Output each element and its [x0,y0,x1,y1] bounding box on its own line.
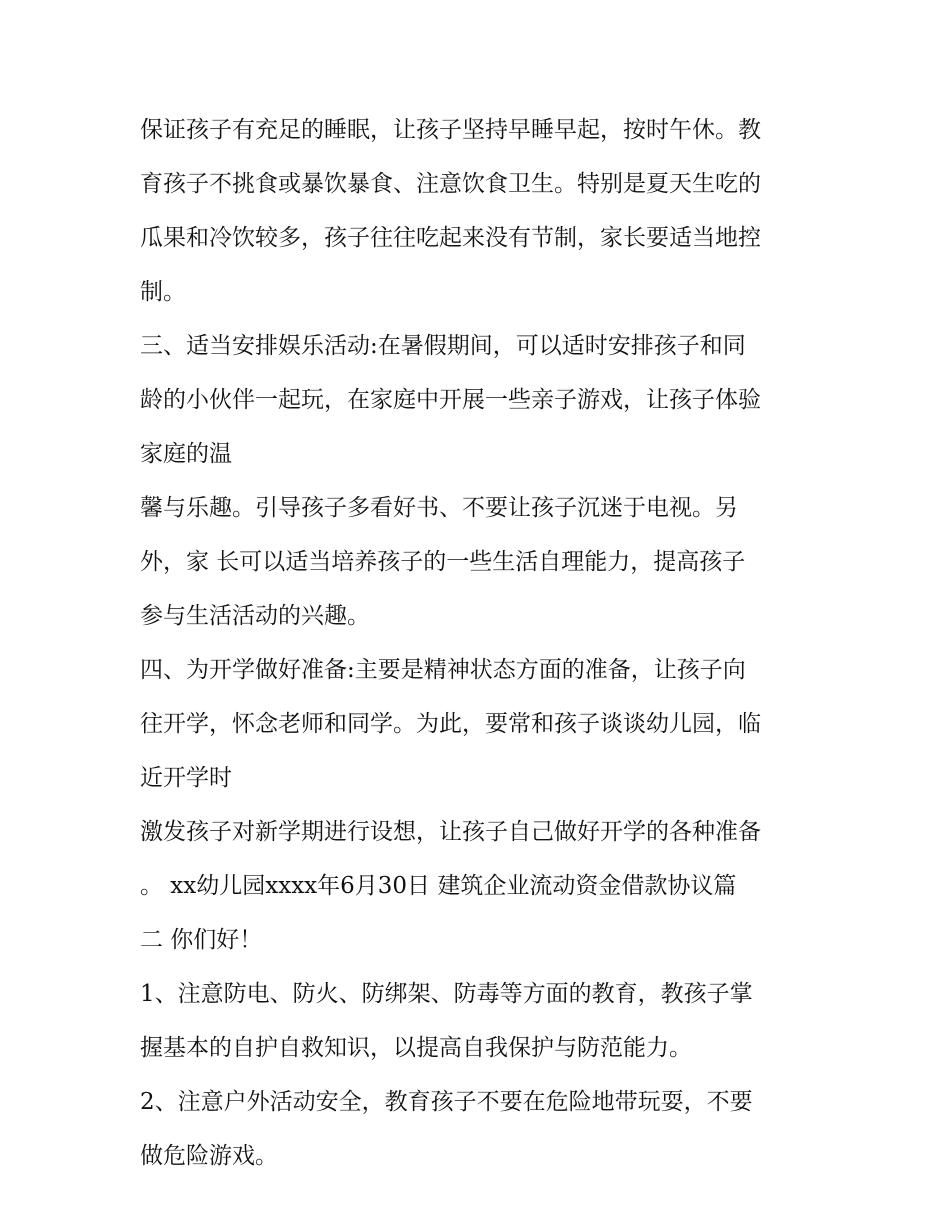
text-line: 瓜果和冷饮较多，孩子往往吃起来没有节制，家长要适当地控 [140,225,761,251]
paragraph-item-two [140,1075,820,1183]
paragraph-item-one [140,967,820,1075]
text-line: 二 你们好！ [140,927,263,953]
text-line: 育孩子不挑食或暴饮暴食、注意饮食卫生。特别是夏天生吃的 [140,171,761,197]
document-body [140,103,820,1183]
text-line: 龄的小伙伴一起玩，在家庭中开展一些亲子游戏，让孩子体验 [140,387,761,413]
text-line: 外，家 长可以适当培养孩子的一些生活自理能力，提高孩子 [140,549,746,575]
text-line: 。 xx幼儿园xxxx年6月30日 建筑企业流动资金借款协议篇 [140,873,737,899]
text-line: 四、为开学做好准备:主要是精神状态方面的准备，让孩子向 [140,657,746,683]
text-line: 2、注意户外活动安全，教育孩子不要在危险地带玩耍，不要 [140,1089,753,1115]
text-line: 保证孩子有充足的睡眠，让孩子坚持早睡早起，按时午休。教 [140,117,761,143]
paragraph-sleep-diet [140,103,820,319]
text-line: 三、适当安排娱乐活动:在暑假期间，可以适时安排孩子和同 [140,333,746,359]
paragraph-section-four [140,643,820,805]
paragraph-section-three-continued [140,481,820,643]
paragraph-section-four-continued [140,805,820,967]
text-line: 做危险游戏。 [140,1143,278,1169]
text-line: 家庭的温 [140,441,232,467]
text-line: 激发孩子对新学期进行设想，让孩子自己做好开学的各种准备 [140,819,761,845]
text-line: 参与生活活动的兴趣。 [140,603,370,629]
text-line: 1、注意防电、防火、防绑架、防毒等方面的教育，教孩子掌 [140,981,753,1007]
text-line: 握基本的自护自救知识，以提高自我保护与防范能力。 [140,1035,692,1061]
text-line: 制。 [140,279,186,305]
paragraph-section-three [140,319,820,481]
text-line: 往开学，怀念老师和同学。为此，要常和孩子谈谈幼儿园，临 [140,711,761,737]
text-line: 馨与乐趣。引导孩子多看好书、不要让孩子沉迷于电视。另 [140,495,738,521]
text-line: 近开学时 [140,765,232,791]
